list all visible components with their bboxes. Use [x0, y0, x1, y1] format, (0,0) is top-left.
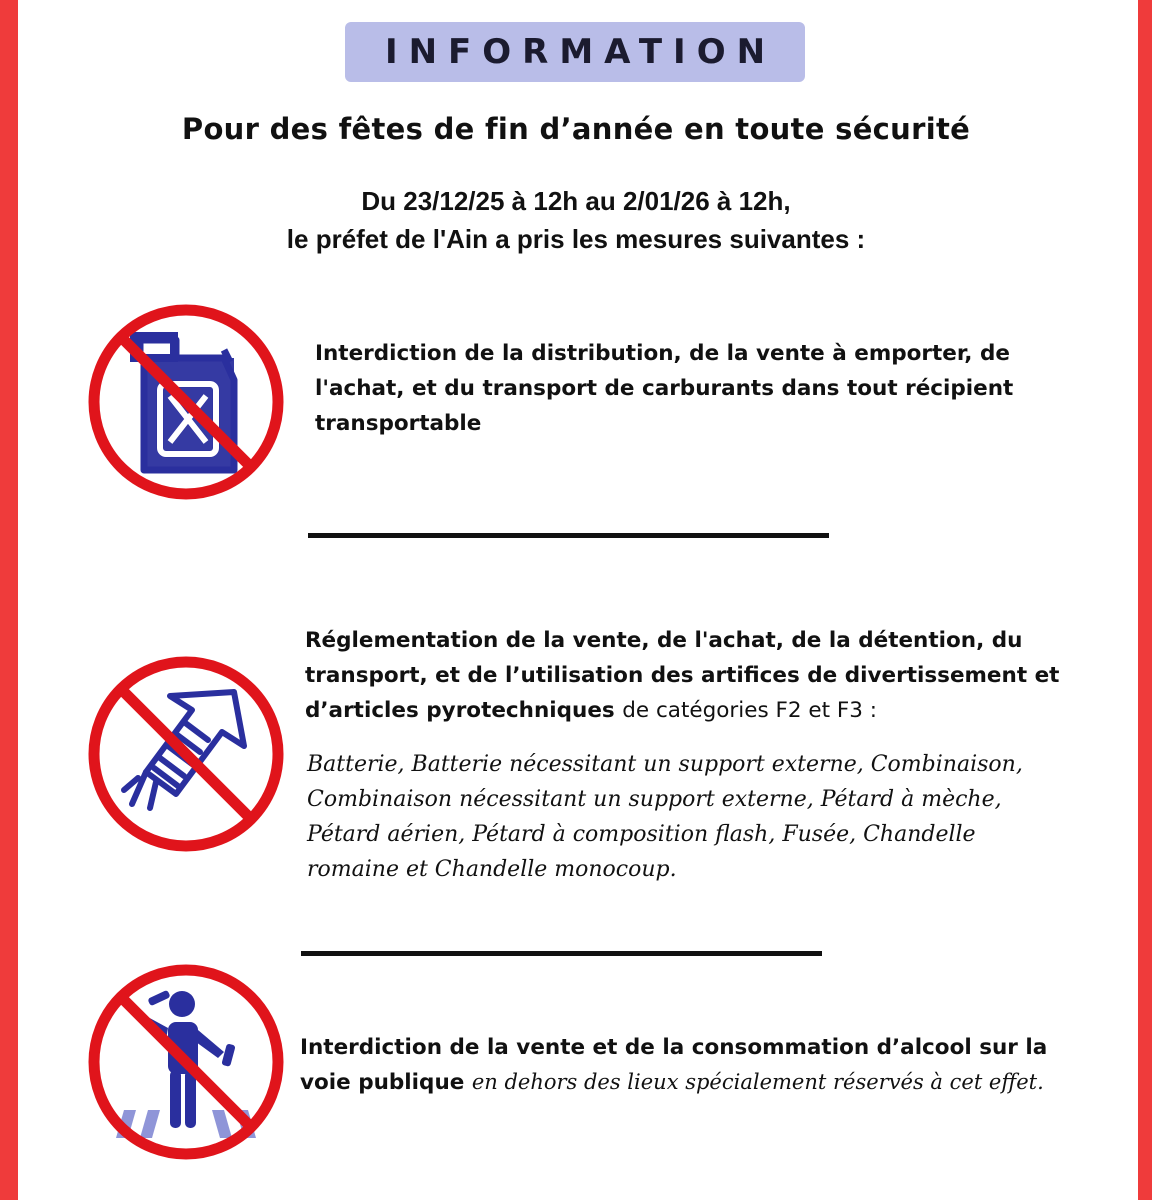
banner-title: INFORMATION — [384, 32, 777, 72]
measure-alcohol-text — [300, 1030, 1047, 1100]
list-item: Batterie, Batterie nécessitant un support externe, Combinaison, — [307, 752, 1023, 777]
no-fuel-can-icon — [84, 300, 288, 504]
information-banner — [345, 22, 805, 82]
divider-1 — [308, 533, 829, 538]
measure-fireworks-line-3-bold: d’articles pyrotechniques — [305, 698, 615, 723]
measure-fireworks-line-2: transport, et de l’utilisation des artifices de divertissement et — [305, 663, 1060, 688]
list-item: Combinaison nécessitant un support externe, Pétard à mèche, — [307, 787, 1002, 812]
measure-fireworks-line-1: Réglementation de la vente, de l'achat, de la détention, du — [305, 628, 1023, 653]
no-fireworks-icon — [84, 652, 288, 856]
period-line-2: le préfet de l'Ain a pris les mesures suivantes : — [286, 224, 866, 254]
measure-fuel-line-3: transportable — [315, 411, 482, 436]
categories-suffix: de catégories F2 et F3 : — [622, 698, 877, 723]
period-line-1: Du 23/12/25 à 12h au 2/01/26 à 12h, — [361, 186, 791, 216]
left-red-border — [0, 0, 18, 1200]
alcohol-exception-italic: en dehors des lieux spécialement réservés à cet effet. — [471, 1070, 1044, 1094]
measure-fireworks-line-3 — [305, 693, 1059, 728]
page-subtitle: Pour des fêtes de fin d’année en toute sécurité — [181, 112, 971, 146]
measure-alcohol-line-1: Interdiction de la vente et de la consommation d’alcool sur la — [300, 1035, 1048, 1060]
voie-publique-bold: voie publique — [300, 1070, 465, 1095]
period-statement — [0, 182, 1152, 258]
right-red-border — [1138, 0, 1152, 1200]
measure-fuel-line-1: Interdiction de la distribution, de la vente à emporter, de — [315, 341, 1010, 366]
list-item: Pétard aérien, Pétard à composition flash, Fusée, Chandelle — [307, 822, 976, 847]
list-item: romaine et Chandelle monocoup. — [307, 857, 677, 882]
fireworks-category-list — [307, 747, 1023, 887]
measure-alcohol-line-2 — [300, 1065, 1047, 1100]
no-alcohol-public-icon — [84, 960, 288, 1164]
measure-fireworks-text — [305, 623, 1059, 728]
measure-fuel-line-2: l'achat, et du transport de carburants dans tout récipient — [315, 376, 1014, 401]
measure-fuel-text — [315, 336, 1013, 441]
divider-2 — [301, 951, 822, 956]
